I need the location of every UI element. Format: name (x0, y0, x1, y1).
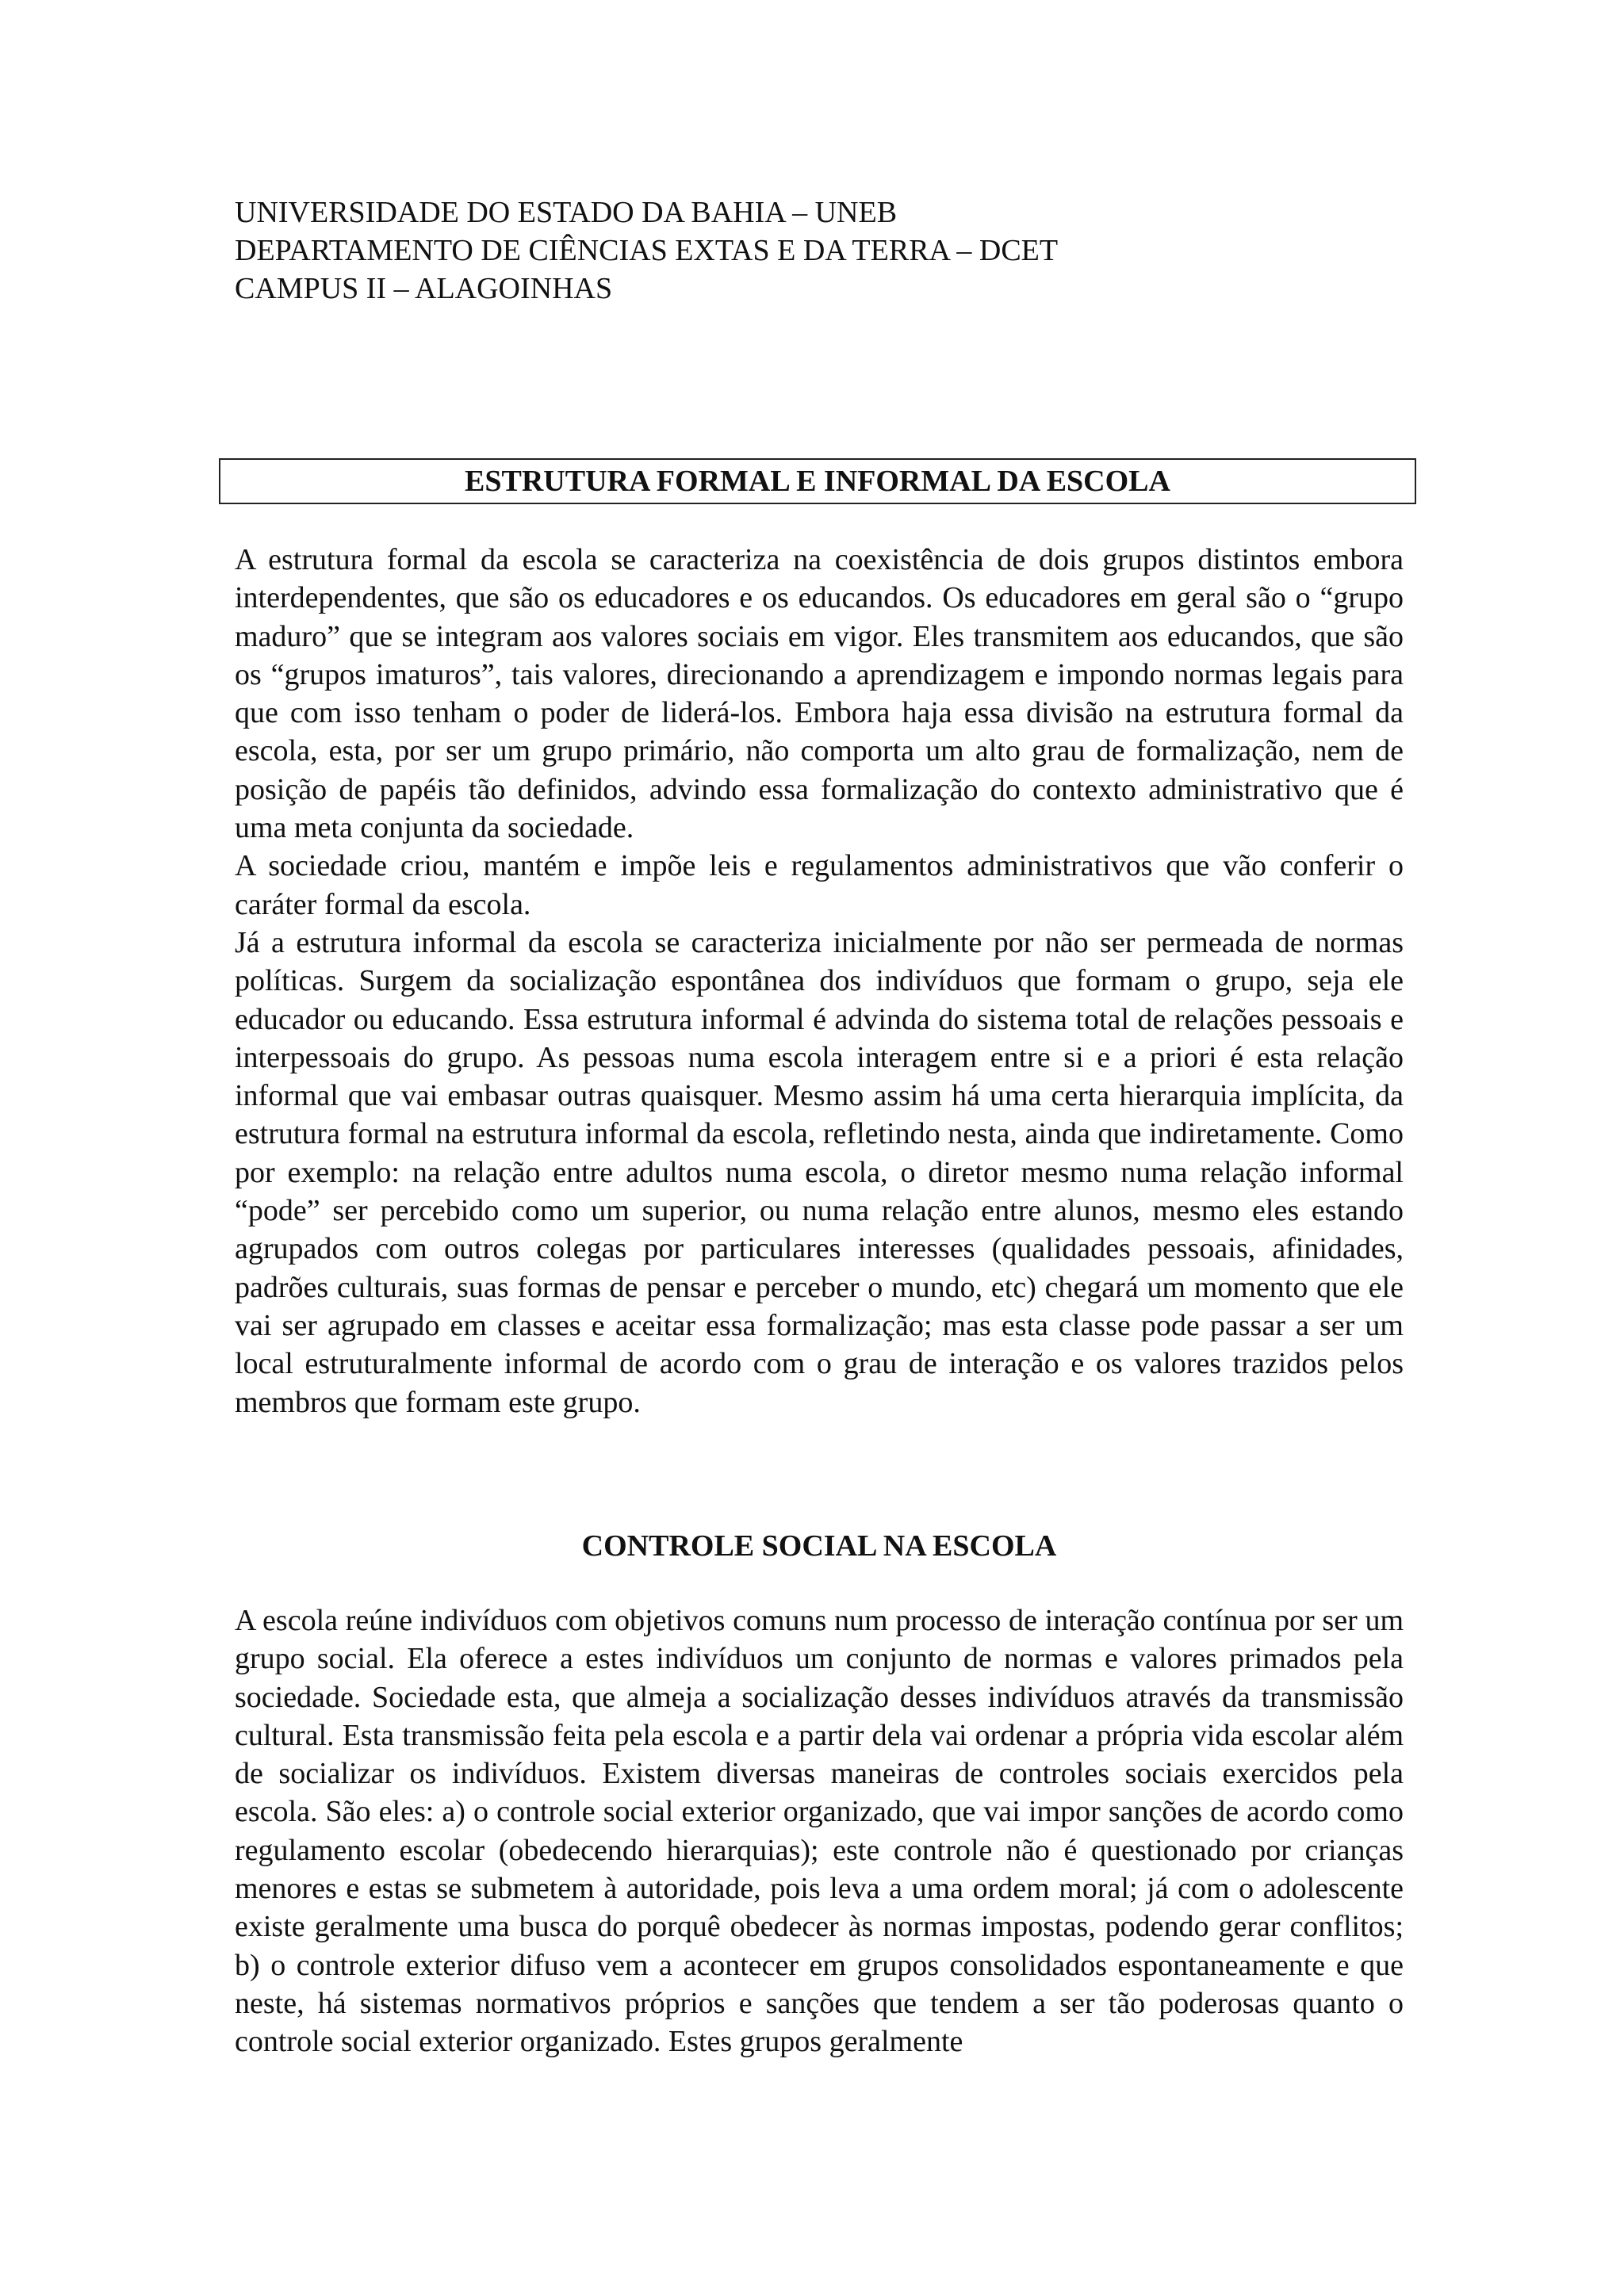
section1-body (235, 541, 1404, 1422)
institution-header (235, 193, 1424, 308)
header-line-university: UNIVERSIDADE DO ESTADO DA BAHIA – UNEB (235, 196, 898, 229)
section1-paragraph: A sociedade criou, mantém e impõe leis e regulamentos administrativos que vão conferir o caráter formal da escola. (235, 849, 1404, 921)
section1-paragraph: A estrutura formal da escola se caracteriza na coexistência de dois grupos distintos embora interdependentes, que são os educadores e os educandos. Os educadores em geral são o “grupo maduro” que se integram aos valores sociais em vigor. Eles transmitem aos educandos, que são os “grupos imaturos”, tais valores, direcionando a aprendizagem e impondo normas legais para que com isso tenham o poder de liderá-los. Embora haja essa divisão na estrutura formal da escola, esta, por ser um grupo primário, não comporta um alto grau de formalização, nem de posição de papéis tão definidos, advindo essa formalização do contexto administrativo que é uma meta conjunta da sociedade. (235, 543, 1404, 845)
section1-title: ESTRUTURA FORMAL E INFORMAL DA ESCOLA (465, 465, 1170, 498)
header-line-campus: CAMPUS II – ALAGOINHAS (235, 272, 613, 305)
section2-body (235, 1601, 1404, 2061)
section2-paragraph: A escola reúne indivíduos com objetivos comuns num processo de interação contínua por ser um grupo social. Ela oferece a estes indivíduos um conjunto de normas e valores primados pela sociedade. Sociedade esta, que almeja a socialização desses indivíduos através da transmissão cultural. Esta transmissão feita pela escola e a partir dela vai ordenar a própria vida escolar além de socializar os indivíduos. Existem diversas maneiras de controles sociais exercidos pela escola. São eles: a) o controle social exterior organizado, que vai impor sanções de acordo como regulamento escolar (obedecendo hierarquias); este controle não é questionado por crianças menores e estas se submetem à autoridade, pois leva a uma ordem moral; já com o adolescente existe geralmente uma busca do porquê obedecer às normas impostas, podendo gerar conflitos; b) o controle exterior difuso vem a acontecer em grupos consolidados espontaneamente e que neste, há sistemas normativos próprios e sanções que tendem a ser tão poderosas quanto o controle social exterior organizado. Estes grupos geralmente (235, 1604, 1404, 2059)
header-line-department: DEPARTAMENTO DE CIÊNCIAS EXTAS E DA TERRA – DCET (235, 234, 1059, 267)
section2-title: CONTROLE SOCIAL NA ESCOLA (581, 1529, 1057, 1563)
section1-title-box (219, 458, 1416, 504)
section1-paragraph: Já a estrutura informal da escola se caracteriza inicialmente por não ser permeada de normas políticas. Surgem da socialização espontânea dos indivíduos que formam o grupo, seja ele educador ou educando. Essa estrutura informal é advinda do sistema total de relações pessoais e interpessoais do grupo. As pessoas numa escola interagem entre si e a priori é esta relação informal que vai embasar outras quaisquer. Mesmo assim há uma certa hierarquia implícita, da estrutura formal na estrutura informal da escola, refletindo nesta, ainda que indiretamente. Como por exemplo: na relação entre adultos numa escola, o diretor mesmo numa relação informal “pode” ser percebido como um superior, ou numa relação entre alunos, mesmo eles estando agrupados com outros colegas por particulares interesses (qualidades pessoais, afinidades, padrões culturais, suas formas de pensar e perceber o mundo, etc) chegará um momento que ele vai ser agrupado em classes e aceitar essa formalização; mas esta classe pode passar a ser um local estruturalmente informal de acordo com o grau de interação e os valores trazidos pelos membros que formam este grupo. (235, 925, 1404, 1419)
